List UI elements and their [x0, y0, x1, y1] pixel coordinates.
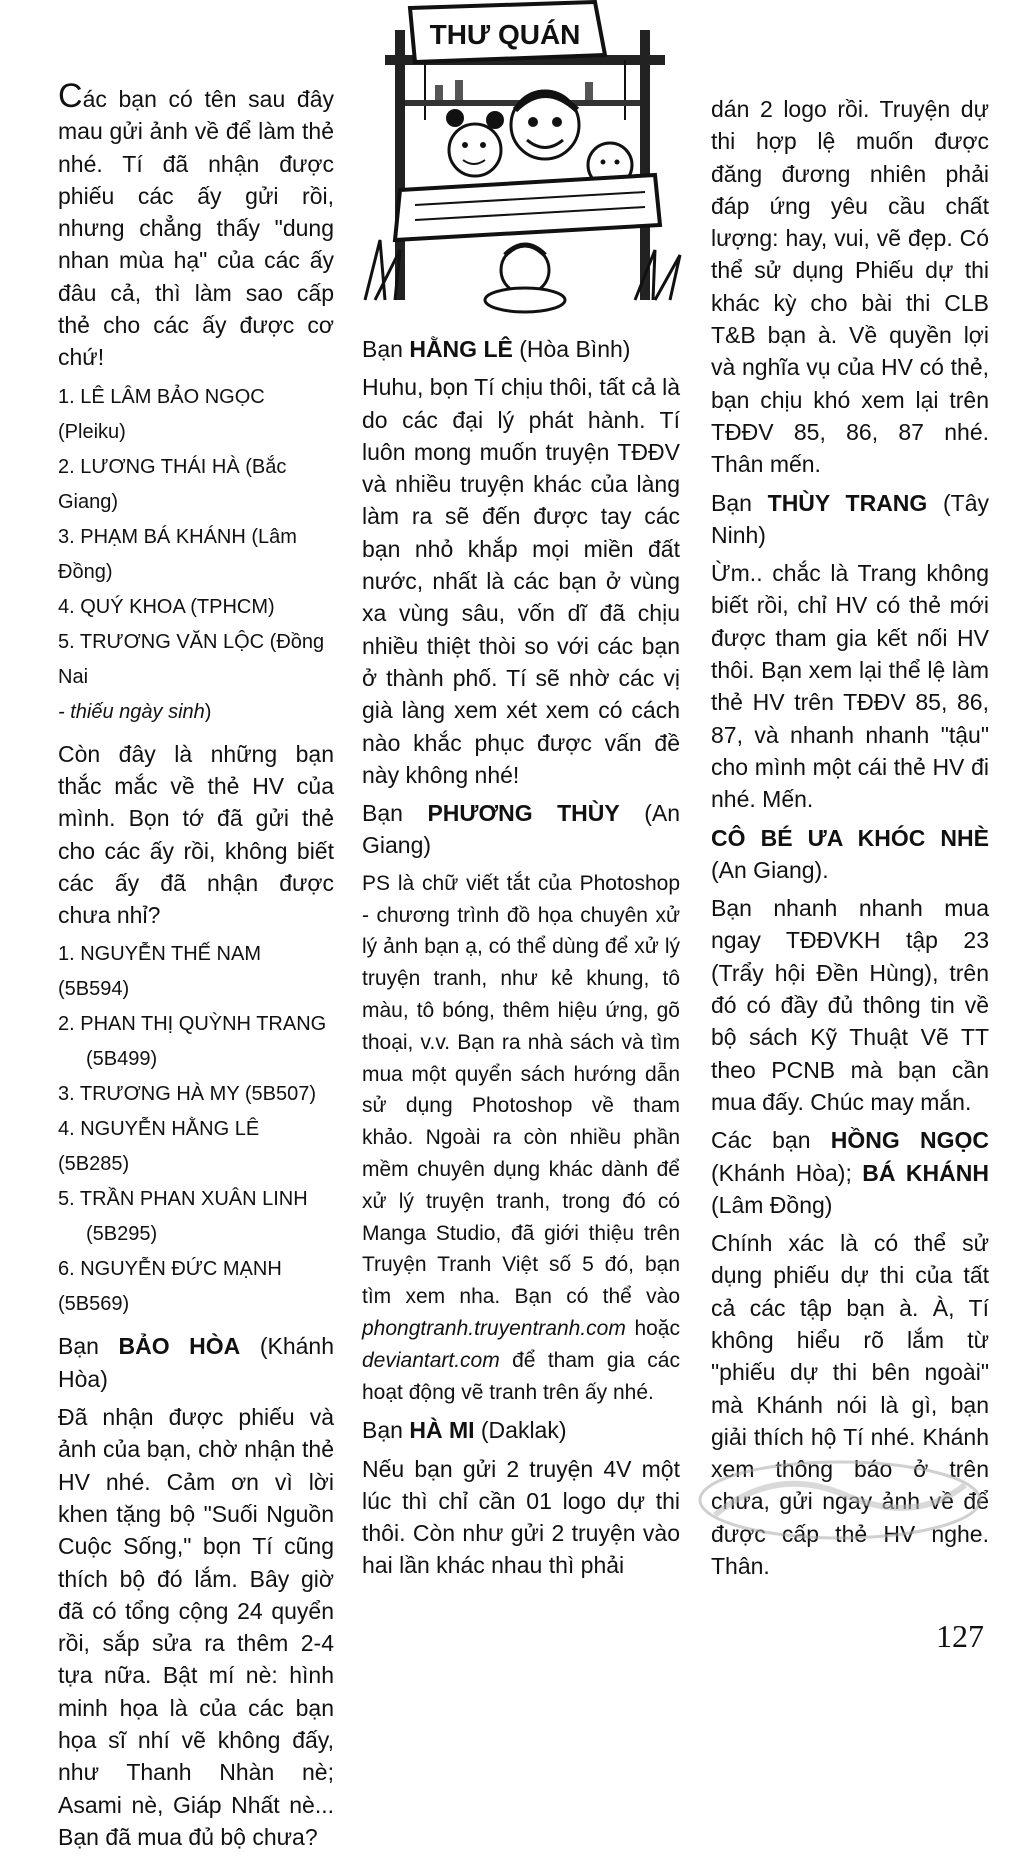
list-item: 4. NGUYỄN HẰNG LÊ (5B285) — [58, 1118, 260, 1176]
list-note: - thiếu ngày sinh — [58, 700, 205, 723]
section-heading: Bạn PHƯƠNG THÙY (An Giang) — [362, 800, 680, 859]
column-left — [58, 77, 335, 1859]
section-heading: Bạn HẰNG LÊ (Hòa Bình) — [362, 336, 631, 362]
section-heading: Bạn THÙY TRANG (Tây Ninh) — [711, 489, 990, 548]
watermark-logo — [695, 1455, 985, 1545]
drop-cap: C — [58, 77, 83, 115]
list-item: 2. PHAN THỊ QUỲNH TRANG — [58, 1013, 327, 1036]
paragraph: Còn đây là những bạn thắc mắc về thẻ HV của mình. Bọn tớ đã gửi thẻ cho các ấy rồi, không biết các ấy đã nhận được chưa nhỉ? — [58, 740, 334, 929]
continued-body: dán 2 logo rồi. Truyện dự thi hợp lệ muốn được đăng đương nhiên phải đáp ứng yêu cầu chất lượng: hay, vui, vẽ đẹp. Có thể sử dụng Phiếu dự thi khác kỳ cho bài thi CLB T&B bạn à. Về quyền lợi và nghĩa vụ của HV có thẻ, bạn chịu khó xem lại trên TĐĐV 85, 86, 87 nhé. Thân mến. — [711, 96, 989, 478]
list-item: 1. NGUYỄN THẾ NAM (5B594) — [58, 943, 261, 1001]
list-item: 6. NGUYỄN ĐỨC MẠNH (5B569) — [58, 1258, 282, 1316]
section-body: Huhu, bọn Tí chịu thôi, tất cả là do các đại lý phát hành. Tí luôn mong muốn truyện TĐĐV và nhiều truyện khác của làng làm ra sẽ đến được tay các bạn nhỏ khắp mọi miền đất nước, nhất là các bạn ở vùng xa vùng sâu, vốn dĩ đã chịu nhiều thiệt thòi so với các bạn ở thành phố. Tí sẽ nhờ các vị già làng xem xét xem có cách nào khắc phục được vấn đề này không nhé! — [362, 374, 680, 788]
intro-paragraph: Các bạn có tên sau đây mau gửi ảnh về để làm thẻ nhé. Tí đã nhận được phiếu các ấy gửi rồi, nhưng chẳng thấy "dung nhan mùa hạ" của các ấy đâu cả, thì làm sao cấp thẻ cho các ấy được cơ chứ! — [58, 77, 334, 371]
section-body: Chính xác là có thể sử dụng phiếu dự thi của tất cả các tập bạn à. À, Tí không hiểu rõ lắm từ "phiếu dự thi bên ngoài" mà Khánh nói là gì, bạn giải thích hộ Tí nhé. Khánh xem thông báo ở trên chưa, gửi ngay ảnh về để được cấp thẻ HV nghe. Thân. — [711, 1230, 989, 1580]
comic-drawing — [355, 0, 685, 320]
column-middle — [362, 333, 680, 1588]
card-sent-list — [58, 937, 334, 1322]
list-item: 1. LÊ LÂM BẢO NGỌC (Pleiku) — [58, 385, 265, 443]
section-heading: Bạn HÀ MI (Daklak) — [362, 1417, 567, 1444]
link-phongtranh[interactable]: phongtranh.truyentranh.com — [362, 1316, 626, 1340]
section-body: Nếu bạn gửi 2 truyện 4V một lúc thì chỉ cần 01 logo dự thi thôi. Còn như gửi 2 truyện vào hai lần khác nhau thì phải — [362, 1455, 680, 1579]
section-heading: Bạn BẢO HÒA (Khánh Hòa) — [58, 1333, 335, 1392]
section-body: Ừm.. chắc là Trang không biết rồi, chỉ HV có thẻ mới được tham gia kết nối HV thôi. Bạn xem lại thể lệ làm thẻ HV trên TĐĐV 85, 86, 87, và nhanh nhanh "tậu" cho mình một cái thẻ HV đi nhé. Mến. — [711, 560, 989, 813]
sign-text: THƯ QUÁN — [429, 19, 581, 50]
section-body: PS là chữ viết tắt của Photoshop - chương trình đồ họa chuyên xử lý ảnh bạn ạ, có thể dùng để xử lý truyện tranh, như kẻ khung, tô màu, tô bóng, thêm hiệu ứng, gõ thoại, v.v. Bạn ra nhà sách và tìm mua một quyển sách hướng dẫn sử dụng Photoshop về tham khảo. Ngoài ra còn nhiều phần mềm chuyên dụng khác dành để xử lý truyện tranh, trong đó có Manga Studio, đã giới thiệu trên Truyện Tranh Việt số 5 đó, bạn tìm xem nha. Bạn có thể vào phongtranh.truyentranh.com hoặc deviantart.com để tham gia các hoạt động vẽ tranh trên ấy nhé. — [362, 871, 680, 1404]
link-deviantart[interactable]: deviantart.com — [362, 1348, 500, 1372]
section-body: Đã nhận được phiếu và ảnh của bạn, chờ nhận thẻ HV nhé. Cảm ơn vì lời khen tặng bộ "Suối Nguồn Cuộc Sống," bọn Tí cũng thích bộ đó lắm. Bây giờ đã có tổng cộng 24 quyển rồi, sắp sửa ra thêm 2-4 tựa nữa. Bật mí nè: hình minh họa là của các bạn họa sĩ nhí vẽ không đấy, như Thanh Nhàn nè; Asami nè, Giáp Nhất nè... Bạn đã mua đủ bộ chưa? — [58, 1404, 334, 1850]
column-right — [711, 93, 989, 1588]
thu-quan-illustration — [355, 0, 685, 320]
page-number: 127 — [936, 1618, 984, 1654]
list-item: 4. QUÝ KHOA (TPHCM) — [58, 595, 275, 618]
section-heading: CÔ BÉ ƯA KHÓC NHÈ (An Giang). — [711, 824, 989, 883]
section-heading: Các bạn HỒNG NGỌC (Khánh Hòa); BÁ KHÁNH (Lâm Đồng) — [711, 1127, 990, 1218]
list-item-cont: (5B295) — [86, 1223, 158, 1246]
list-item-cont: (5B499) — [86, 1048, 158, 1071]
list-item: 5. TRẦN PHAN XUÂN LINH — [58, 1188, 308, 1211]
list-item: 2. LƯƠNG THÁI HÀ (Bắc Giang) — [58, 455, 287, 513]
list-item: 3. PHẠM BÁ KHÁNH (Lâm Đồng) — [58, 525, 297, 583]
missing-photo-list — [58, 380, 334, 730]
section-body: Bạn nhanh nhanh mua ngay TĐĐVKH tập 23 (Trẩy hội Đền Hùng), trên đó có đầy đủ thông tin về bộ sách Kỹ Thuật Vẽ TT theo PCNB mà bạn cần mua đấy. Chúc may mắn. — [711, 895, 989, 1115]
list-item: 3. TRƯƠNG HÀ MY (5B507) — [58, 1083, 317, 1106]
list-item: 5. TRƯƠNG VĂN LỘC (Đồng Nai - thiếu ngày sinh) — [58, 630, 325, 723]
